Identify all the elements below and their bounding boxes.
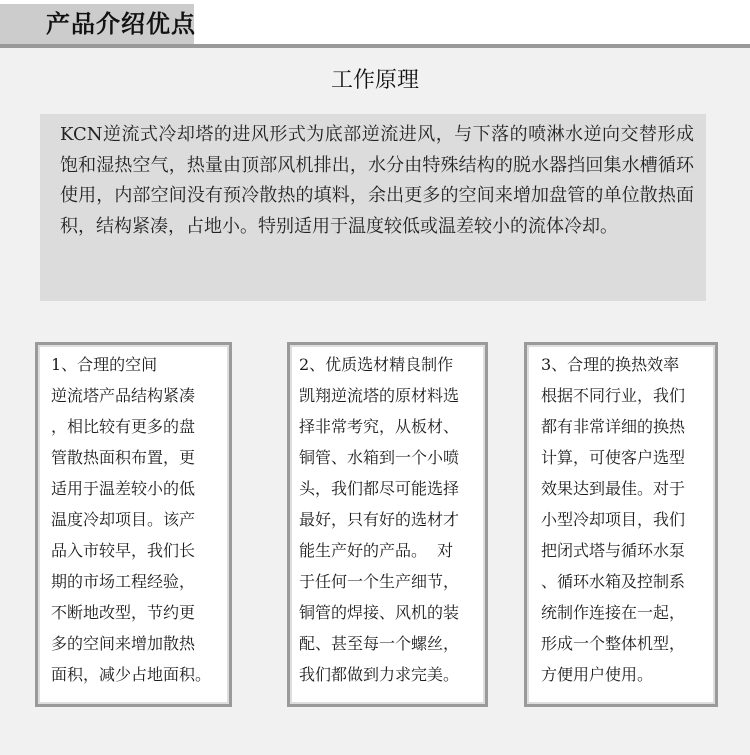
header-bar <box>0 0 750 48</box>
section-title: 工作原理 <box>330 68 419 93</box>
feature-card-text: 3、合理的换热效率 根据不同行业，我们 都有非常详细的换热 计算，可使客户选型 效果达到最佳。对于 小型冷却项目，我们 把闭式塔与循环水泵 、循环水箱及控制系 统制作连接在一起， 形成一个整体机型， 方便用户使用。 <box>541 355 686 684</box>
feature-card-efficiency <box>524 342 718 707</box>
feature-card-space <box>35 342 232 707</box>
intro-text: KCN逆流式冷却塔的进风形式为底部逆流进风，与下落的喷淋水逆向交替形成饱和湿热空气，热量由顶部风机排出，水分由特殊结构的脱水器挡回集水槽循环使用，内部空间没有预冷散热的填料，余出更多的空间来增加盘管的单位散热面积，结构紧凑，占地小。特别适用于温度较低或温差较小的流体冷却。 <box>60 124 694 237</box>
feature-card-text: 2、优质选材精良制作 凯翔逆流塔的原材料选 择非常考究，从板材、 铜管、水箱到一个小喷 头，我们都尽可能选择 最好，只有好的选材才 能生产好的产品。 对 于任何一个生产细节， 铜管的焊接、风机的装 配、甚至每一个螺丝， 我们都做到力求完美。 <box>299 355 460 684</box>
feature-card-materials <box>287 342 488 707</box>
page-title: 产品介绍优点 <box>46 10 196 38</box>
feature-card-text: 1、合理的空间 逆流塔产品结构紧凑 ，相比较有更多的盘 管散热面积布置，更 适用于温差较小的低 温度冷却项目。该产 品入市较早，我们长 期的市场工程经验， 不断地改型，节约更 多的空间来增加散热 面积，减少占地面积。 <box>51 355 212 684</box>
content-area <box>0 48 750 755</box>
intro-box <box>40 114 706 301</box>
